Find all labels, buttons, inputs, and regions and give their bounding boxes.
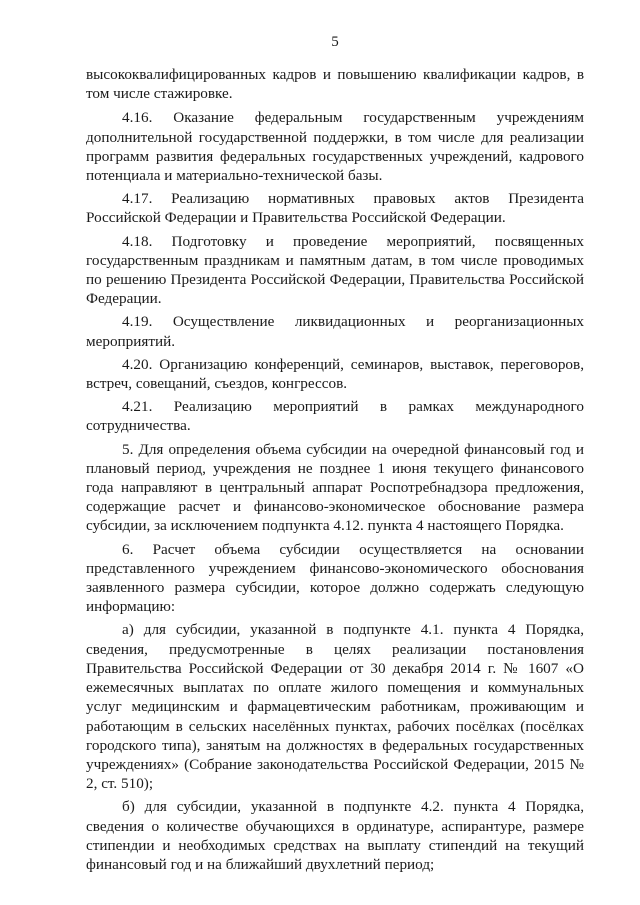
- paragraph-continuation: высококвалифицированных кадров и повышению квалификации кадров, в том числе стажировке.: [86, 66, 584, 103]
- paragraph-4-21: 4.21. Реализацию мероприятий в рамках международного сотрудничества.: [86, 398, 584, 435]
- paragraph-6: 6. Расчет объема субсидии осуществляется на основании представленного учреждением финансово-экономического обоснования заявленного размера субсидии, которое должно содержать следующую информацию:: [86, 540, 584, 616]
- paragraph-4-17: 4.17. Реализацию нормативных правовых актов Президента Российской Федерации и Правительства Российской Федерации.: [86, 190, 584, 227]
- paragraph-6-b: б) для субсидии, указанной в подпункте 4.2. пункта 4 Порядка, сведения о количестве обучающихся в ординатуре, аспирантуре, размере стипендии и необходимых средствах на выплату стипендий на текущий финансовый год и на ближайший двухлетний период;: [86, 798, 584, 873]
- paragraph-5: 5. Для определения объема субсидии на очередной финансовый год и плановый период, учреждения не позднее 1 июня текущего финансового года направляют в центральный аппарат Роспотребнадзора предложения, содержащие расчет и финансово-экономическое обоснование размера субсидии, за исключением подпункта 4.12. пункта 4 настоящего Порядка.: [86, 440, 584, 535]
- paragraph-4-19: 4.19. Осуществление ликвидационных и реорганизационных мероприятий.: [86, 313, 584, 350]
- paragraph-6-a: а) для субсидии, указанной в подпункте 4.1. пункта 4 Порядка, сведения, предусмотренные в целях реализации постановления Правительства Российской Федерации от 30 декабря 2014 г. № 1607 «О ежемесячных выплатах по оплате жилого помещения и коммунальных услуг медицинским и фармацевтическим работникам, проживающим и работающим в сельских населённых пунктах, рабочих посёлках (посёлках городского типа), занятым на должностях в федеральных государственных учреждениях» (Собрание законодательства Российской Федерации, 2015 № 2, ст. 510);: [86, 621, 584, 793]
- page-number: 5: [331, 34, 339, 50]
- paragraph-4-16: 4.16. Оказание федеральным государственным учреждениям дополнительной государственной поддержки, в том числе для реализации программ развития федеральных государственных учреждений, кадрового потенциала и материально-технической базы.: [86, 109, 584, 185]
- paragraph-4-18: 4.18. Подготовку и проведение мероприятий, посвященных государственным праздникам и памятным датам, в том числе проводимых по решению Президента Российской Федерации, Правительства Российской Федерации.: [86, 232, 584, 308]
- paragraph-4-20: 4.20. Организацию конференций, семинаров, выставок, переговоров, встреч, совещаний, съездов, конгрессов.: [86, 355, 584, 393]
